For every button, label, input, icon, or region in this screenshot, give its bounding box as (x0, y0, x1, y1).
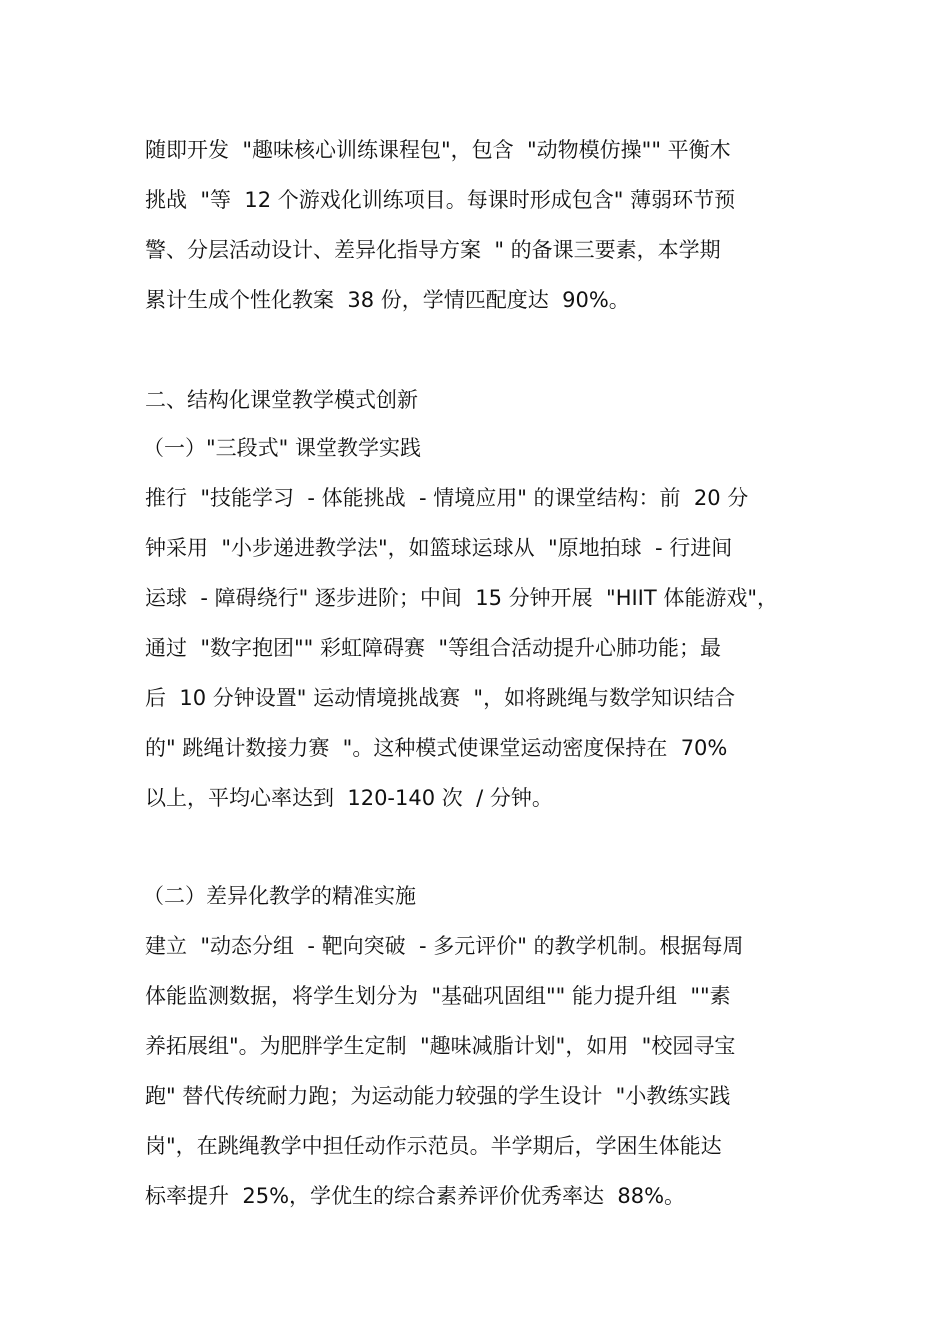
paragraph-2-line-5: 后 10 分钟设置" 运动情境挑战赛 "，如将跳绳与数学知识结合 (145, 686, 736, 710)
paragraph-3-line-1: 建立 "动态分组 - 靶向突破 - 多元评价" 的教学机制。根据每周 (145, 934, 744, 958)
paragraph-2-line-6: 的" 跳绳计数接力赛 "。这种模式使课堂运动密度保持在 70% (145, 736, 728, 760)
paragraph-3-line-4: 跑" 替代传统耐力跑；为运动能力较强的学生设计 "小教练实践 (145, 1084, 731, 1108)
paragraph-2-line-2: 钟采用 "小步递进教学法"，如篮球运球从 "原地拍球 - 行进间 (145, 536, 733, 560)
paragraph-3-line-6: 标率提升 25%，学优生的综合素养评价优秀率达 88%。 (145, 1184, 686, 1208)
paragraph-1-line-3: 警、分层活动设计、差异化指导方案 " 的备课三要素，本学期 (145, 238, 721, 262)
paragraph-3-line-3: 养拓展组"。为肥胖学生定制 "趣味减脂计划"，如用 "校园寻宝 (145, 1034, 736, 1058)
paragraph-1-line-2: 挑战 "等 12 个游戏化训练项目。每课时形成包含" 薄弱环节预 (145, 188, 736, 212)
subsection-heading-1: （一）"三段式" 课堂教学实践 (143, 436, 421, 460)
paragraph-2-line-7: 以上，平均心率达到 120-140 次 / 分钟。 (145, 786, 553, 810)
paragraph-2-line-1: 推行 "技能学习 - 体能挑战 - 情境应用" 的课堂结构：前 20 分 (145, 486, 749, 510)
subsection-heading-2: （二）差异化教学的精准实施 (143, 884, 416, 908)
paragraph-2-line-4: 通过 "数字抱团"" 彩虹障碍赛 "等组合活动提升心肺功能；最 (145, 636, 722, 660)
paragraph-1-line-4: 累计生成个性化教案 38 份，学情匹配度达 90%。 (145, 288, 630, 312)
paragraph-2-line-3: 运球 - 障碍绕行" 逐步进阶；中间 15 分钟开展 "HIIT 体能游戏"， (145, 586, 779, 610)
section-heading: 二、结构化课堂教学模式创新 (145, 388, 418, 412)
paragraph-3-line-5: 岗"，在跳绳教学中担任动作示范员。半学期后，学困生体能达 (145, 1134, 722, 1158)
paragraph-1-line-1: 随即开发 "趣味核心训练课程包"，包含 "动物模仿操"" 平衡木 (145, 138, 731, 162)
paragraph-3-line-2: 体能监测数据，将学生划分为 "基础巩固组"" 能力提升组 ""素 (145, 984, 731, 1008)
